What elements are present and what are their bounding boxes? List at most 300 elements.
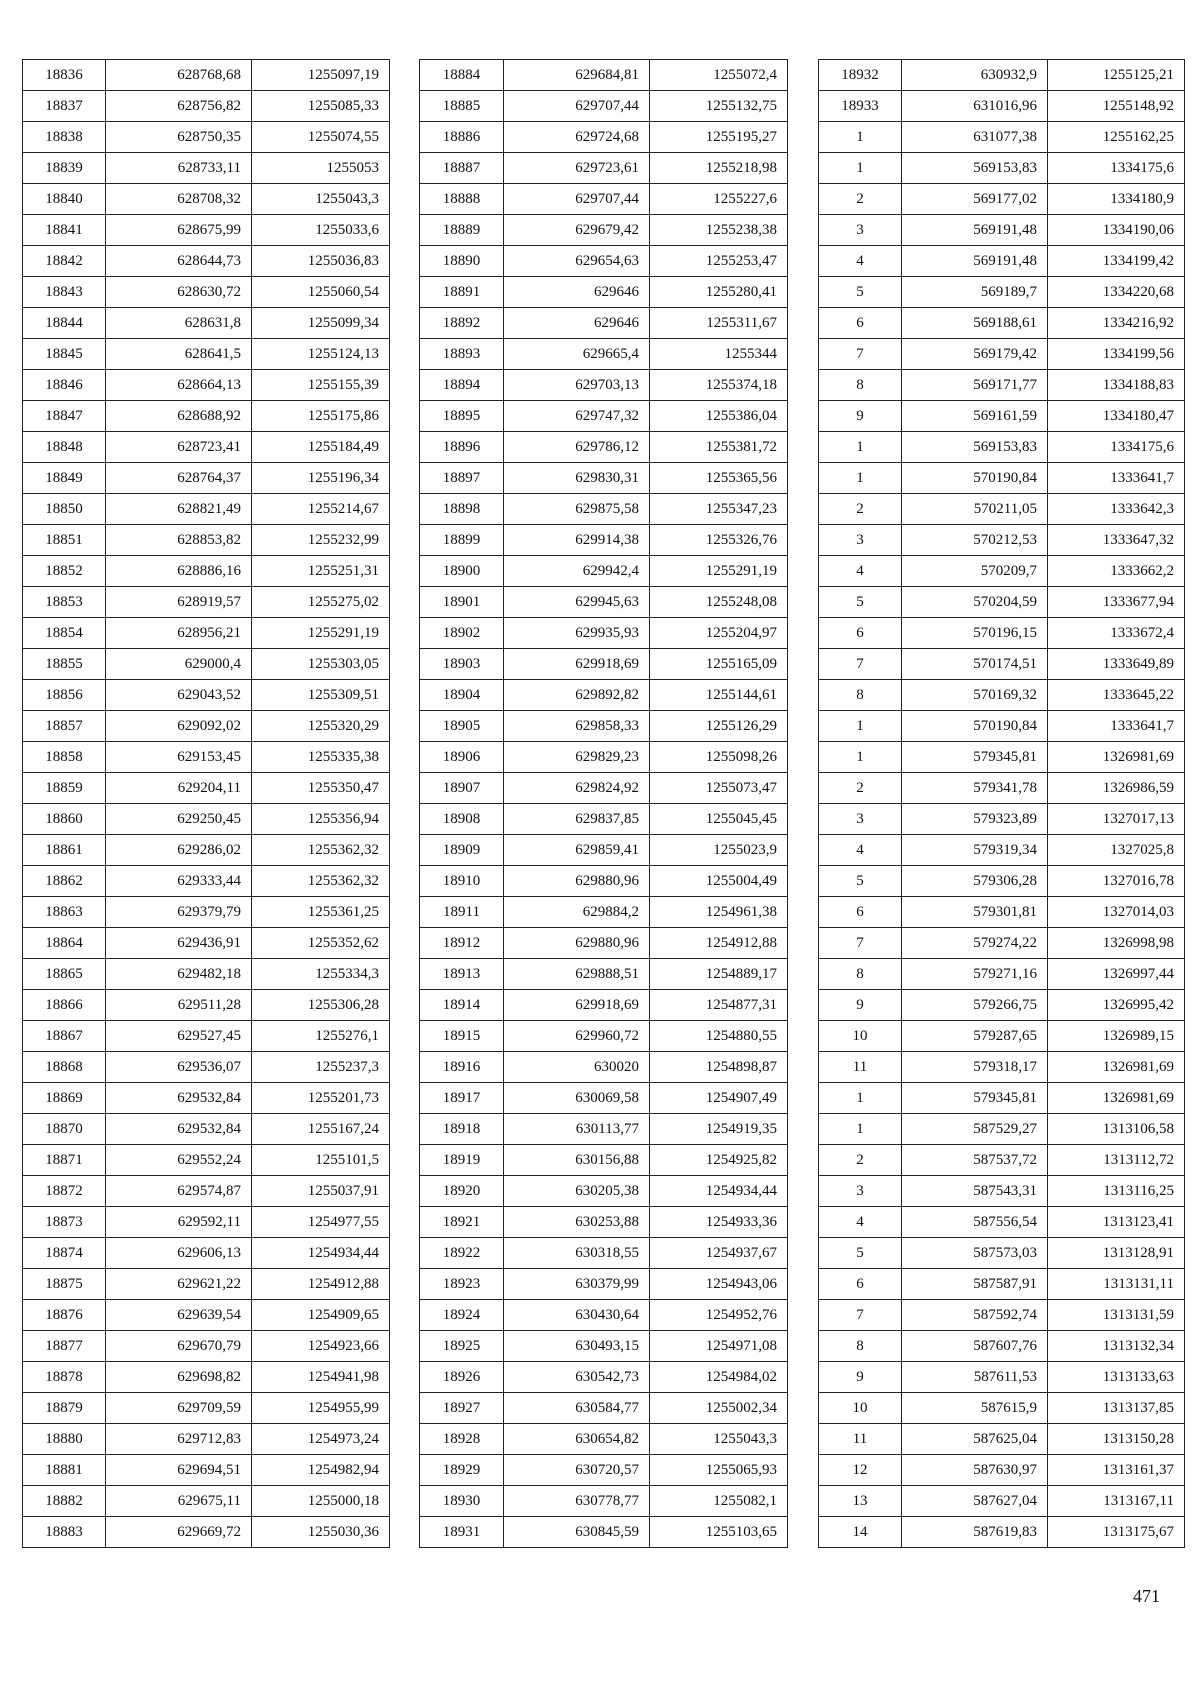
page-number: 471 — [1133, 1586, 1160, 1606]
y-coordinate-cell: 1313131,11 — [1048, 1269, 1185, 1300]
y-coordinate-cell: 1255165,09 — [650, 649, 788, 680]
table-row — [819, 1176, 1185, 1207]
point-number-cell: 8 — [819, 1331, 902, 1362]
table-row — [420, 866, 788, 897]
x-coordinate-cell: 570190,84 — [902, 711, 1048, 742]
x-coordinate-cell: 629880,96 — [504, 928, 650, 959]
table-row — [420, 1331, 788, 1362]
y-coordinate-cell: 1255350,47 — [252, 773, 390, 804]
point-number-cell: 18901 — [420, 587, 504, 618]
x-coordinate-cell: 629536,07 — [106, 1052, 252, 1083]
y-coordinate-cell: 1254937,67 — [650, 1238, 788, 1269]
table-row — [23, 1145, 390, 1176]
table-row — [819, 866, 1185, 897]
point-number-cell: 18892 — [420, 308, 504, 339]
y-coordinate-cell: 1334199,42 — [1048, 246, 1185, 277]
y-coordinate-cell: 1255347,23 — [650, 494, 788, 525]
point-number-cell: 18926 — [420, 1362, 504, 1393]
table-row — [819, 215, 1185, 246]
x-coordinate-cell: 628644,73 — [106, 246, 252, 277]
y-coordinate-cell: 1313133,63 — [1048, 1362, 1185, 1393]
x-coordinate-cell: 629723,61 — [504, 153, 650, 184]
point-number-cell: 18888 — [420, 184, 504, 215]
point-number-cell: 18856 — [23, 680, 106, 711]
table-row — [420, 1269, 788, 1300]
y-coordinate-cell: 1255043,3 — [252, 184, 390, 215]
table-row — [420, 91, 788, 122]
point-number-cell: 18887 — [420, 153, 504, 184]
y-coordinate-cell: 1255280,41 — [650, 277, 788, 308]
table-row — [819, 1269, 1185, 1300]
table-row — [23, 835, 390, 866]
x-coordinate-cell: 631077,38 — [902, 122, 1048, 153]
point-number-cell: 18893 — [420, 339, 504, 370]
point-number-cell: 18868 — [23, 1052, 106, 1083]
table-row — [420, 1176, 788, 1207]
point-number-cell: 7 — [819, 649, 902, 680]
x-coordinate-cell: 587573,03 — [902, 1238, 1048, 1269]
x-coordinate-cell: 628956,21 — [106, 618, 252, 649]
table-row — [420, 556, 788, 587]
table-row — [819, 618, 1185, 649]
x-coordinate-cell: 629747,32 — [504, 401, 650, 432]
point-number-cell: 6 — [819, 897, 902, 928]
table-row — [819, 1424, 1185, 1455]
y-coordinate-cell: 1255175,86 — [252, 401, 390, 432]
y-coordinate-cell: 1255162,25 — [1048, 122, 1185, 153]
y-coordinate-cell: 1255361,25 — [252, 897, 390, 928]
point-number-cell: 18906 — [420, 742, 504, 773]
point-number-cell: 7 — [819, 339, 902, 370]
x-coordinate-cell: 629621,22 — [106, 1269, 252, 1300]
point-number-cell: 12 — [819, 1455, 902, 1486]
y-coordinate-cell: 1313106,58 — [1048, 1114, 1185, 1145]
y-coordinate-cell: 1255238,38 — [650, 215, 788, 246]
y-coordinate-cell: 1255291,19 — [252, 618, 390, 649]
point-number-cell: 13 — [819, 1486, 902, 1517]
x-coordinate-cell: 630205,38 — [504, 1176, 650, 1207]
table-row — [420, 525, 788, 556]
point-number-cell: 18837 — [23, 91, 106, 122]
x-coordinate-cell: 629830,31 — [504, 463, 650, 494]
y-coordinate-cell: 1255002,34 — [650, 1393, 788, 1424]
table-row — [420, 370, 788, 401]
point-number-cell: 1 — [819, 432, 902, 463]
x-coordinate-cell: 629436,91 — [106, 928, 252, 959]
x-coordinate-cell: 629286,02 — [106, 835, 252, 866]
point-number-cell: 1 — [819, 153, 902, 184]
x-coordinate-cell: 629712,83 — [106, 1424, 252, 1455]
table-row — [23, 773, 390, 804]
point-number-cell: 9 — [819, 401, 902, 432]
x-coordinate-cell: 629204,11 — [106, 773, 252, 804]
x-coordinate-cell: 630542,73 — [504, 1362, 650, 1393]
x-coordinate-cell: 630113,77 — [504, 1114, 650, 1145]
table-row — [819, 401, 1185, 432]
x-coordinate-cell: 628768,68 — [106, 60, 252, 91]
table-row — [420, 339, 788, 370]
table-row — [420, 742, 788, 773]
x-coordinate-cell: 579319,34 — [902, 835, 1048, 866]
y-coordinate-cell: 1255309,51 — [252, 680, 390, 711]
table-row — [420, 122, 788, 153]
point-number-cell: 18908 — [420, 804, 504, 835]
x-coordinate-cell: 629888,51 — [504, 959, 650, 990]
x-coordinate-cell: 629837,85 — [504, 804, 650, 835]
point-number-cell: 4 — [819, 246, 902, 277]
y-coordinate-cell: 1326998,98 — [1048, 928, 1185, 959]
table-row — [420, 1300, 788, 1331]
table-row — [23, 1362, 390, 1393]
table-row — [420, 928, 788, 959]
table-row — [23, 463, 390, 494]
table-row — [23, 525, 390, 556]
point-number-cell: 18879 — [23, 1393, 106, 1424]
table-row — [23, 60, 390, 91]
point-number-cell: 18900 — [420, 556, 504, 587]
y-coordinate-cell: 1313137,85 — [1048, 1393, 1185, 1424]
table-row — [23, 959, 390, 990]
point-number-cell: 18912 — [420, 928, 504, 959]
x-coordinate-cell: 630020 — [504, 1052, 650, 1083]
point-number-cell: 14 — [819, 1517, 902, 1548]
table-row — [819, 184, 1185, 215]
point-number-cell: 18867 — [23, 1021, 106, 1052]
y-coordinate-cell: 1255004,49 — [650, 866, 788, 897]
y-coordinate-cell: 1333677,94 — [1048, 587, 1185, 618]
table-row — [420, 1145, 788, 1176]
x-coordinate-cell: 629709,59 — [106, 1393, 252, 1424]
table-row — [420, 1207, 788, 1238]
point-number-cell: 18925 — [420, 1331, 504, 1362]
table-row — [23, 153, 390, 184]
x-coordinate-cell: 629043,52 — [106, 680, 252, 711]
point-number-cell: 18869 — [23, 1083, 106, 1114]
table-row — [420, 246, 788, 277]
y-coordinate-cell: 1313131,59 — [1048, 1300, 1185, 1331]
x-coordinate-cell: 629574,87 — [106, 1176, 252, 1207]
x-coordinate-cell: 579345,81 — [902, 1083, 1048, 1114]
y-coordinate-cell: 1334175,6 — [1048, 153, 1185, 184]
point-number-cell: 18885 — [420, 91, 504, 122]
y-coordinate-cell: 1326981,69 — [1048, 1083, 1185, 1114]
y-coordinate-cell: 1313161,37 — [1048, 1455, 1185, 1486]
x-coordinate-cell: 579274,22 — [902, 928, 1048, 959]
x-coordinate-cell: 630778,77 — [504, 1486, 650, 1517]
y-coordinate-cell: 1255306,28 — [252, 990, 390, 1021]
y-coordinate-cell: 1255311,67 — [650, 308, 788, 339]
table-row — [819, 1238, 1185, 1269]
x-coordinate-cell: 629379,79 — [106, 897, 252, 928]
y-coordinate-cell: 1333641,7 — [1048, 463, 1185, 494]
x-coordinate-cell: 628664,13 — [106, 370, 252, 401]
x-coordinate-cell: 628631,8 — [106, 308, 252, 339]
y-coordinate-cell: 1254909,65 — [252, 1300, 390, 1331]
point-number-cell: 18933 — [819, 91, 902, 122]
table-row — [819, 1517, 1185, 1548]
point-number-cell: 18928 — [420, 1424, 504, 1455]
y-coordinate-cell: 1255334,3 — [252, 959, 390, 990]
x-coordinate-cell: 630430,64 — [504, 1300, 650, 1331]
x-coordinate-cell: 628688,92 — [106, 401, 252, 432]
x-coordinate-cell: 629858,33 — [504, 711, 650, 742]
point-number-cell: 18881 — [23, 1455, 106, 1486]
point-number-cell: 18857 — [23, 711, 106, 742]
point-number-cell: 11 — [819, 1052, 902, 1083]
y-coordinate-cell: 1255204,97 — [650, 618, 788, 649]
y-coordinate-cell: 1254952,76 — [650, 1300, 788, 1331]
point-number-cell: 18924 — [420, 1300, 504, 1331]
y-coordinate-cell: 1255335,38 — [252, 742, 390, 773]
point-number-cell: 18910 — [420, 866, 504, 897]
point-number-cell: 3 — [819, 1176, 902, 1207]
point-number-cell: 10 — [819, 1393, 902, 1424]
table-row — [819, 308, 1185, 339]
y-coordinate-cell: 1326989,15 — [1048, 1021, 1185, 1052]
table-row — [420, 1021, 788, 1052]
x-coordinate-cell: 569191,48 — [902, 246, 1048, 277]
point-number-cell: 18904 — [420, 680, 504, 711]
y-coordinate-cell: 1255124,13 — [252, 339, 390, 370]
table-row — [420, 587, 788, 618]
point-number-cell: 2 — [819, 1145, 902, 1176]
x-coordinate-cell: 579287,65 — [902, 1021, 1048, 1052]
point-number-cell: 4 — [819, 556, 902, 587]
table-row — [420, 897, 788, 928]
x-coordinate-cell: 629703,13 — [504, 370, 650, 401]
y-coordinate-cell: 1254923,66 — [252, 1331, 390, 1362]
y-coordinate-cell: 1255248,08 — [650, 587, 788, 618]
table-row — [23, 618, 390, 649]
table-row — [23, 339, 390, 370]
table-row — [23, 1393, 390, 1424]
table-row — [23, 1486, 390, 1517]
x-coordinate-cell: 629942,4 — [504, 556, 650, 587]
table-row — [23, 122, 390, 153]
y-coordinate-cell: 1255196,34 — [252, 463, 390, 494]
point-number-cell: 18843 — [23, 277, 106, 308]
table-row — [819, 1083, 1185, 1114]
y-coordinate-cell: 1326986,59 — [1048, 773, 1185, 804]
x-coordinate-cell: 629675,11 — [106, 1486, 252, 1517]
y-coordinate-cell: 1255251,31 — [252, 556, 390, 587]
table-row — [420, 184, 788, 215]
x-coordinate-cell: 587627,04 — [902, 1486, 1048, 1517]
point-number-cell: 18889 — [420, 215, 504, 246]
y-coordinate-cell: 1255030,36 — [252, 1517, 390, 1548]
x-coordinate-cell: 570211,05 — [902, 494, 1048, 525]
y-coordinate-cell: 1254907,49 — [650, 1083, 788, 1114]
point-number-cell: 8 — [819, 370, 902, 401]
table-row — [23, 1052, 390, 1083]
point-number-cell: 18894 — [420, 370, 504, 401]
point-number-cell: 1 — [819, 122, 902, 153]
point-number-cell: 2 — [819, 184, 902, 215]
x-coordinate-cell: 587630,97 — [902, 1455, 1048, 1486]
x-coordinate-cell: 629639,54 — [106, 1300, 252, 1331]
y-coordinate-cell: 1254971,08 — [650, 1331, 788, 1362]
y-coordinate-cell: 1333649,89 — [1048, 649, 1185, 680]
x-coordinate-cell: 570190,84 — [902, 463, 1048, 494]
table-row — [819, 1207, 1185, 1238]
y-coordinate-cell: 1254880,55 — [650, 1021, 788, 1052]
x-coordinate-cell: 587543,31 — [902, 1176, 1048, 1207]
point-number-cell: 18838 — [23, 122, 106, 153]
point-number-cell: 5 — [819, 866, 902, 897]
y-coordinate-cell: 1333645,22 — [1048, 680, 1185, 711]
table-row — [420, 990, 788, 1021]
y-coordinate-cell: 1255275,02 — [252, 587, 390, 618]
table-row — [23, 1424, 390, 1455]
point-number-cell: 18905 — [420, 711, 504, 742]
table-row — [819, 1114, 1185, 1145]
table-row — [819, 91, 1185, 122]
y-coordinate-cell: 1326981,69 — [1048, 742, 1185, 773]
point-number-cell: 18858 — [23, 742, 106, 773]
x-coordinate-cell: 630253,88 — [504, 1207, 650, 1238]
y-coordinate-cell: 1255053 — [252, 153, 390, 184]
point-number-cell: 18855 — [23, 649, 106, 680]
point-number-cell: 18844 — [23, 308, 106, 339]
x-coordinate-cell: 629532,84 — [106, 1083, 252, 1114]
table-row — [23, 1083, 390, 1114]
y-coordinate-cell: 1255227,6 — [650, 184, 788, 215]
point-number-cell: 18913 — [420, 959, 504, 990]
y-coordinate-cell: 1255103,65 — [650, 1517, 788, 1548]
x-coordinate-cell: 629935,93 — [504, 618, 650, 649]
x-coordinate-cell: 629960,72 — [504, 1021, 650, 1052]
y-coordinate-cell: 1254933,36 — [650, 1207, 788, 1238]
x-coordinate-cell: 629482,18 — [106, 959, 252, 990]
x-coordinate-cell: 629824,92 — [504, 773, 650, 804]
table-row — [420, 711, 788, 742]
y-coordinate-cell: 1255000,18 — [252, 1486, 390, 1517]
point-number-cell: 6 — [819, 308, 902, 339]
y-coordinate-cell: 1255374,18 — [650, 370, 788, 401]
point-number-cell: 18863 — [23, 897, 106, 928]
table-row — [23, 1331, 390, 1362]
table-row — [819, 1486, 1185, 1517]
x-coordinate-cell: 630318,55 — [504, 1238, 650, 1269]
x-coordinate-cell: 569188,61 — [902, 308, 1048, 339]
x-coordinate-cell: 587607,76 — [902, 1331, 1048, 1362]
y-coordinate-cell: 1255097,19 — [252, 60, 390, 91]
x-coordinate-cell: 629884,2 — [504, 897, 650, 928]
point-number-cell: 7 — [819, 928, 902, 959]
x-coordinate-cell: 570204,59 — [902, 587, 1048, 618]
x-coordinate-cell: 629670,79 — [106, 1331, 252, 1362]
coordinate-table-2 — [419, 59, 788, 1548]
point-number-cell: 18927 — [420, 1393, 504, 1424]
y-coordinate-cell: 1334216,92 — [1048, 308, 1185, 339]
x-coordinate-cell: 629684,81 — [504, 60, 650, 91]
point-number-cell: 18875 — [23, 1269, 106, 1300]
x-coordinate-cell: 629914,38 — [504, 525, 650, 556]
table-row — [819, 463, 1185, 494]
table-row — [420, 215, 788, 246]
point-number-cell: 18845 — [23, 339, 106, 370]
point-number-cell: 18861 — [23, 835, 106, 866]
point-number-cell: 18883 — [23, 1517, 106, 1548]
x-coordinate-cell: 629786,12 — [504, 432, 650, 463]
point-number-cell: 18914 — [420, 990, 504, 1021]
x-coordinate-cell: 629592,11 — [106, 1207, 252, 1238]
point-number-cell: 4 — [819, 835, 902, 866]
x-coordinate-cell: 579323,89 — [902, 804, 1048, 835]
table-row — [23, 246, 390, 277]
table-row — [23, 1021, 390, 1052]
y-coordinate-cell: 1255365,56 — [650, 463, 788, 494]
x-coordinate-cell: 629880,96 — [504, 866, 650, 897]
y-coordinate-cell: 1255073,47 — [650, 773, 788, 804]
y-coordinate-cell: 1255148,92 — [1048, 91, 1185, 122]
table-row — [23, 928, 390, 959]
point-number-cell: 7 — [819, 1300, 902, 1331]
y-coordinate-cell: 1334188,83 — [1048, 370, 1185, 401]
table-row — [420, 959, 788, 990]
point-number-cell: 6 — [819, 1269, 902, 1300]
point-number-cell: 18836 — [23, 60, 106, 91]
y-coordinate-cell: 1254955,99 — [252, 1393, 390, 1424]
table-row — [420, 1393, 788, 1424]
point-number-cell: 18866 — [23, 990, 106, 1021]
y-coordinate-cell: 1326995,42 — [1048, 990, 1185, 1021]
x-coordinate-cell: 629092,02 — [106, 711, 252, 742]
x-coordinate-cell: 569153,83 — [902, 153, 1048, 184]
point-number-cell: 4 — [819, 1207, 902, 1238]
y-coordinate-cell: 1255195,27 — [650, 122, 788, 153]
y-coordinate-cell: 1334180,47 — [1048, 401, 1185, 432]
y-coordinate-cell: 1255065,93 — [650, 1455, 788, 1486]
y-coordinate-cell: 1255184,49 — [252, 432, 390, 463]
table-row — [420, 1486, 788, 1517]
y-coordinate-cell: 1255362,32 — [252, 835, 390, 866]
x-coordinate-cell: 629945,63 — [504, 587, 650, 618]
y-coordinate-cell: 1254889,17 — [650, 959, 788, 990]
y-coordinate-cell: 1327025,8 — [1048, 835, 1185, 866]
point-number-cell: 18917 — [420, 1083, 504, 1114]
x-coordinate-cell: 630845,59 — [504, 1517, 650, 1548]
table-row — [819, 556, 1185, 587]
point-number-cell: 18916 — [420, 1052, 504, 1083]
x-coordinate-cell: 629707,44 — [504, 91, 650, 122]
x-coordinate-cell: 629646 — [504, 308, 650, 339]
table-row — [819, 928, 1185, 959]
x-coordinate-cell: 579306,28 — [902, 866, 1048, 897]
y-coordinate-cell: 1255060,54 — [252, 277, 390, 308]
table-row — [23, 587, 390, 618]
y-coordinate-cell: 1255045,45 — [650, 804, 788, 835]
point-number-cell: 18848 — [23, 432, 106, 463]
x-coordinate-cell: 629829,23 — [504, 742, 650, 773]
y-coordinate-cell: 1255023,9 — [650, 835, 788, 866]
y-coordinate-cell: 1254898,87 — [650, 1052, 788, 1083]
table-row — [819, 1393, 1185, 1424]
x-coordinate-cell: 587592,74 — [902, 1300, 1048, 1331]
coordinate-table-3 — [818, 59, 1185, 1548]
table-row — [420, 1517, 788, 1548]
table-row — [819, 897, 1185, 928]
point-number-cell: 18919 — [420, 1145, 504, 1176]
x-coordinate-cell: 630493,15 — [504, 1331, 650, 1362]
y-coordinate-cell: 1255362,32 — [252, 866, 390, 897]
point-number-cell: 18882 — [23, 1486, 106, 1517]
point-number-cell: 18840 — [23, 184, 106, 215]
point-number-cell: 18851 — [23, 525, 106, 556]
table-row — [23, 277, 390, 308]
point-number-cell: 18902 — [420, 618, 504, 649]
point-number-cell: 18921 — [420, 1207, 504, 1238]
